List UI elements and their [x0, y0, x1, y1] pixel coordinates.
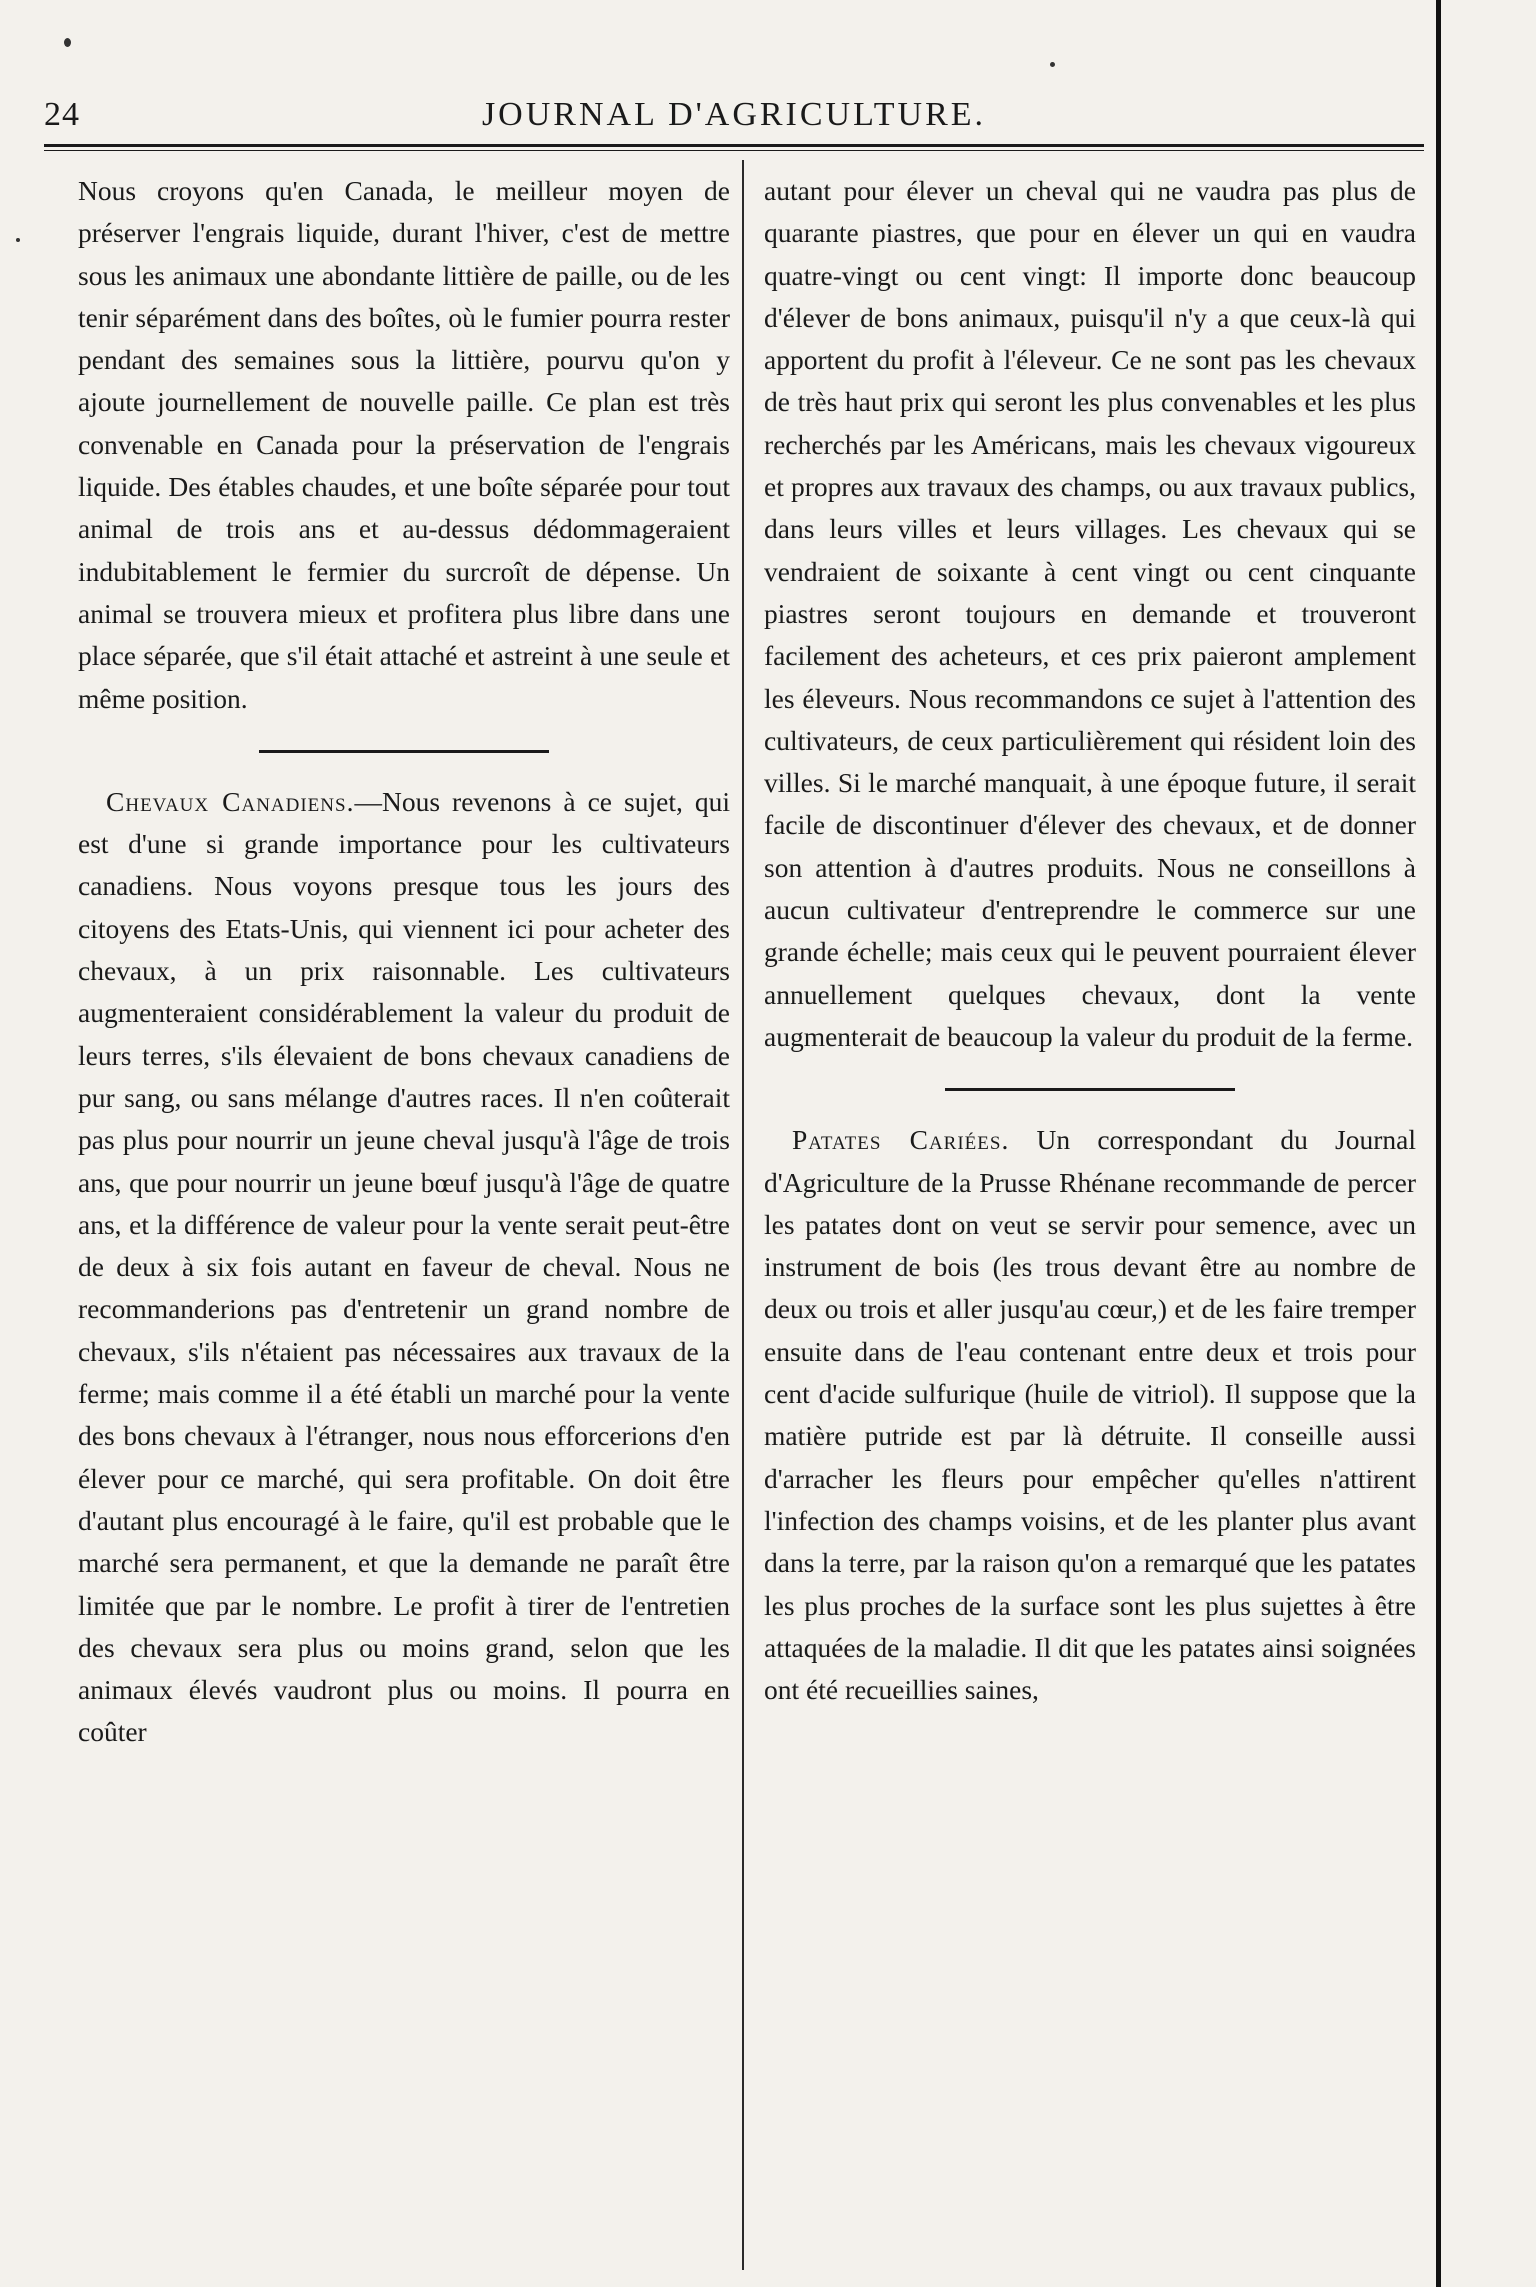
paragraph-patates	[764, 1119, 1416, 1711]
section-separator	[945, 1088, 1235, 1091]
section-text-chevaux: —Nous revenons à ce sujet, qui est d'une si grande importance pour les cultivateurs canadiens. Nous voyons presque tous les jours des citoyens des Etats-Unis, qui viennent ici pour acheter des chevaux, à un prix raisonnable. Les cultivateurs augmenteraient considérablement la valeur du produit de leurs terres, s'ils élevaient de bons chevaux canadiens de pur sang, ou sans mélange d'autres races. Il n'en coûterait pas plus pour nourrir un jeune cheval jusqu'à l'âge de trois ans, que pour nourrir un jeune bœuf jusqu'à l'âge de quatre ans, et la différence de valeur pour la vente serait peut-être de deux à six fois autant en faveur de cheval. Nous ne recommanderions pas d'entretenir un grand nombre de chevaux, s'ils n'étaient pas nécessaires aux travaux de la ferme; mais comme il a été établi un marché pour la vente des bons chevaux à l'étranger, nous nous efforcerions d'en élever pour ce marché, qui sera profitable. On doit être d'autant plus encouragé à le faire, qu'il est probable que le marché sera permanent, et que la demande ne paraît être limitée que par le nombre. Le profit à tirer de l'entretien des chevaux sera plus ou moins grand, selon que les animaux élevés vaudront plus ou moins. Il pourra en coûter	[78, 785, 731, 1748]
page-header	[44, 96, 1424, 146]
left-column	[78, 170, 730, 1754]
section-separator	[259, 750, 549, 753]
paragraph-engrais: Nous croyons qu'en Canada, le meilleur moyen de préserver l'engrais liquide, durant l'hiver, c'est de mettre sous les animaux une abondante littière de paille, ou de les tenir séparément dans des boîtes, où le fumier pourra rester pendant des semaines sous la littière, pourvu qu'on y ajoute journellement de nouvelle paille. Ce plan est très convenable en Canada pour la préservation de l'engrais liquide. Des étables chaudes, et une boîte séparée pour tout animal de trois ans et au-dessus dédommageraient indubitablement le fermier du surcroît de dépense. Un animal se trouvera mieux et profitera plus libre dans une place séparée, que s'il était attaché et astreint à une seule et même position.	[78, 175, 730, 714]
section-text-patates: Un correspondant du Journal d'Agriculture de la Prusse Rhénane recommande de percer les patates dont on veut se servir pour semence, avec un instrument de bois (les trous devant être au nombre de deux ou trois et aller jusqu'au cœur,) et de les faire tremper ensuite dans de l'eau contenant entre deux et trois pour cent d'acide sulfurique (huile de vitriol). Il suppose que la matière putride est par là détruite. Il conseille aussi d'arracher les fleurs pour empêcher qu'elles n'attirent l'infection des champs voisins, et de les planter plus avant dans la terre, par la raison qu'on a remarqué que les patates les plus proches de la surface sont les plus sujettes à être attaquées de la maladie. Il dit que les patates ainsi soignées ont été recueillies saines,	[764, 1124, 1417, 1706]
column-divider	[742, 160, 744, 2270]
section-title-patates: Patates Cariées.	[792, 1124, 1010, 1156]
paragraph-chevaux	[78, 781, 730, 1754]
ink-speck	[16, 238, 20, 242]
right-column	[764, 170, 1416, 1711]
page-number: 24	[44, 96, 80, 133]
paragraph-chevaux-suite: autant pour élever un cheval qui ne vaudra pas plus de quarante piastres, que pour en élever un qui en vaudra quatre-vingt ou cent vingt: Il importe donc beaucoup d'élever de bons animaux, puisqu'il n'y a que ceux-là qui apportent du profit à l'éleveur. Ce ne sont pas les chevaux de très haut prix qui seront les plus convenables et les plus recherchés par les Américans, mais les chevaux vigoureux et propres aux travaux des champs, ou aux travaux publics, dans leurs villes et leurs villages. Les chevaux qui se vendraient de soixante à cent vingt ou cent cinquante piastres seront toujours en demande et trouveront facilement des acheteurs, et ces prix paieront amplement les éleveurs. Nous recommandons ce sujet à l'attention des cultivateurs, de ceux particulièrement qui résident loin des villes. Si le marché manquait, à une époque future, il serait facile de discontinuer d'élever des chevaux, et de donner son attention à d'autres produits. Nous ne conseillons à aucun cultivateur d'entreprendre le commerce sur une grande échelle; mais ceux qui le peuvent pourraient élever annuellement quelques chevaux, dont la vente augmenterait de beaucoup la valeur du produit de la ferme.	[764, 175, 1416, 1052]
page-edge-rule	[1436, 0, 1441, 2287]
section-title-chevaux: Chevaux Canadiens.	[106, 785, 355, 817]
header-rule	[44, 144, 1424, 147]
header-rule-thin	[44, 150, 1424, 151]
ink-speck	[1050, 62, 1055, 67]
running-title: JOURNAL D'AGRICULTURE.	[481, 96, 987, 133]
ink-speck	[64, 38, 71, 47]
